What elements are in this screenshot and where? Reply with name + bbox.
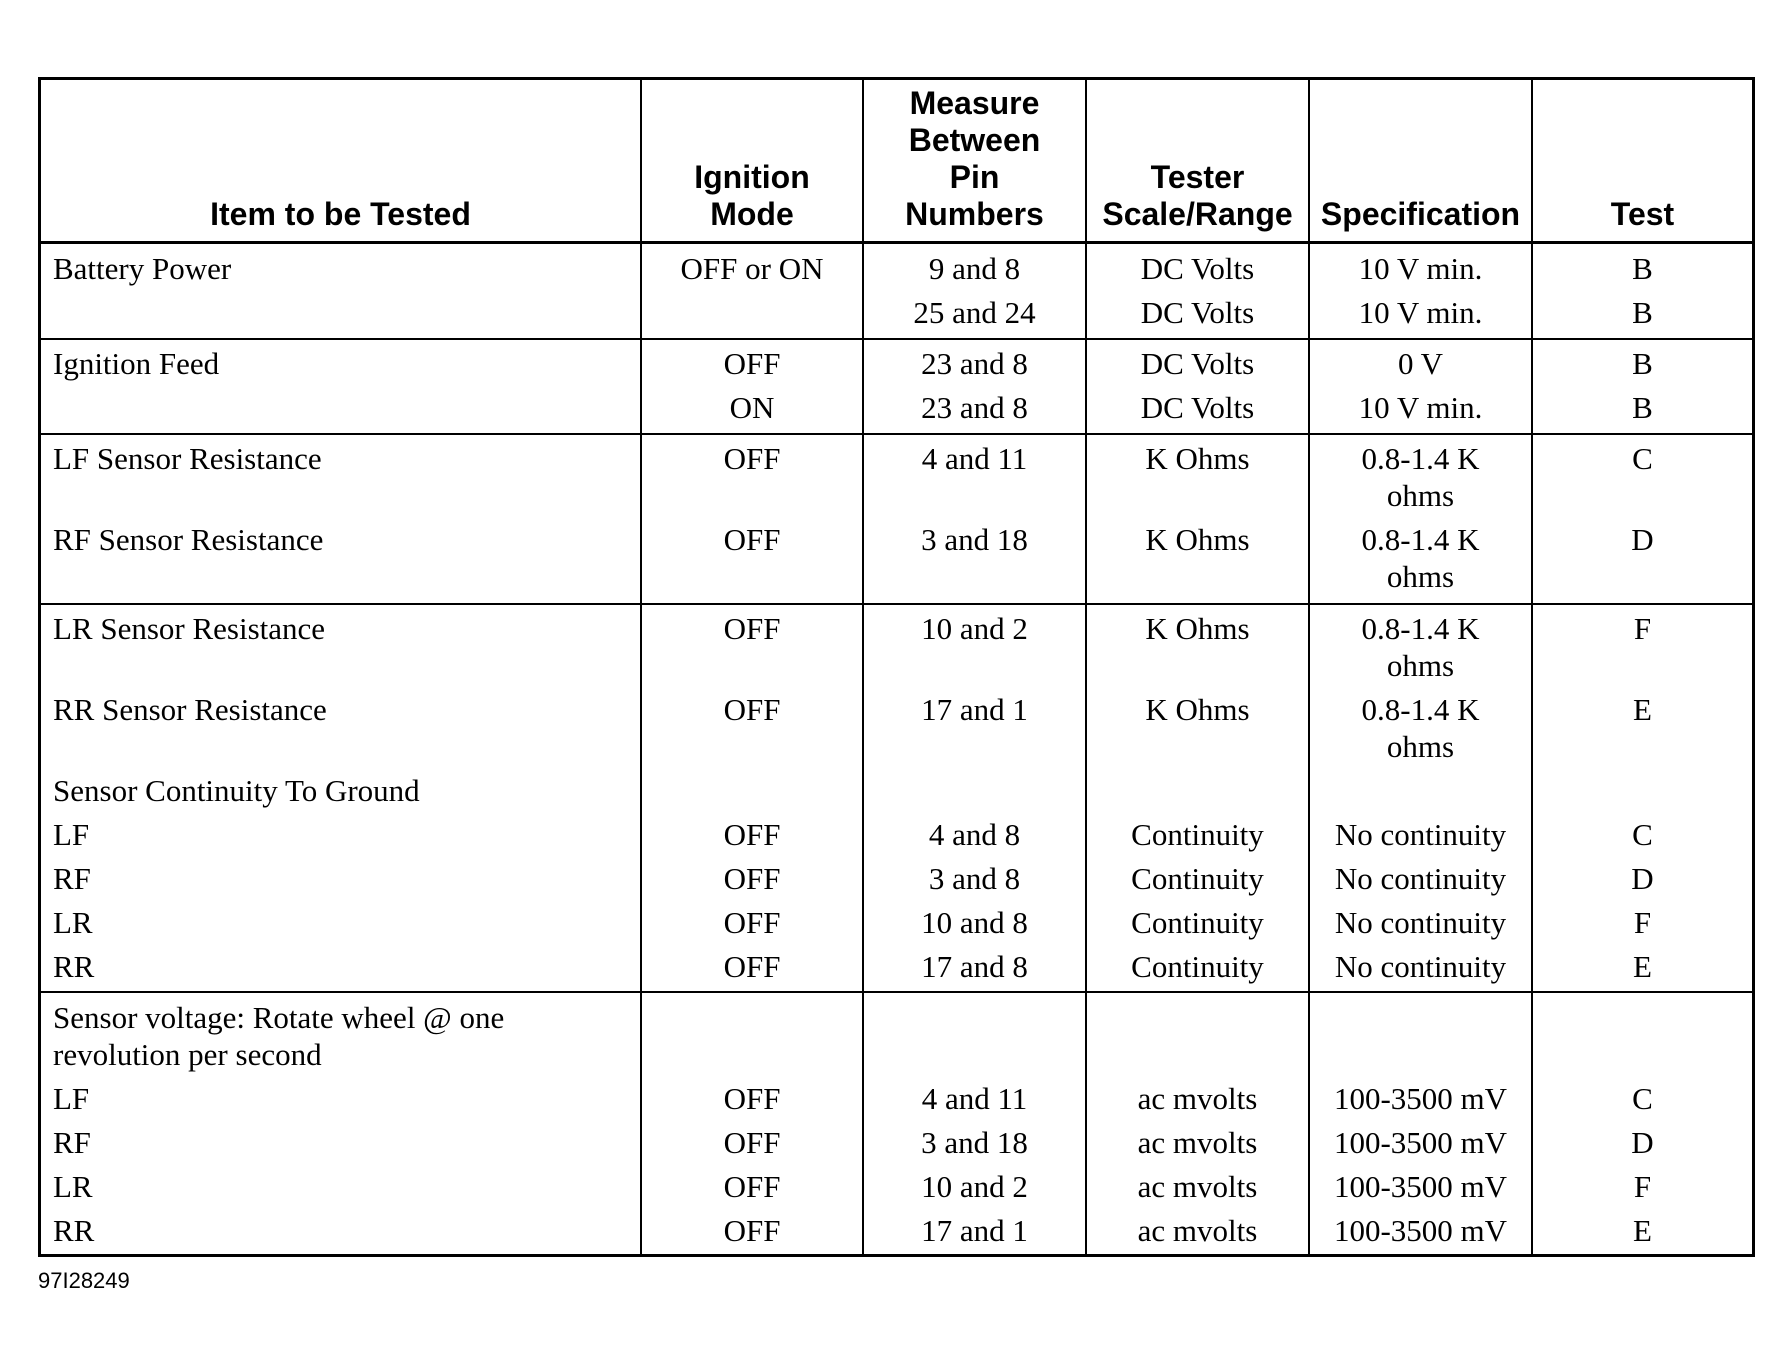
- row-scale: K Ohms: [1145, 611, 1250, 646]
- row-ignition: OFF: [723, 1213, 781, 1248]
- row-ignition: OFF: [723, 1081, 781, 1116]
- row-pins: 4 and 11: [921, 441, 1028, 476]
- row-spec-line2: ohms: [1386, 648, 1455, 683]
- row-item: RR Sensor Resistance: [53, 692, 327, 727]
- row-test: E: [1633, 692, 1652, 727]
- row-pins: 10 and 2: [921, 611, 1028, 646]
- row-scale: K Ohms: [1145, 441, 1250, 476]
- row-spec: 0 V: [1397, 346, 1444, 381]
- row-scale: Continuity: [1131, 817, 1264, 852]
- row-test: F: [1633, 905, 1652, 940]
- row-item: Battery Power: [53, 251, 232, 286]
- row-pins: 3 and 18: [921, 1125, 1028, 1160]
- group-divider: [41, 991, 1752, 993]
- row-spec: 0.8-1.4 K: [1361, 611, 1480, 646]
- row-scale: ac mvolts: [1137, 1169, 1258, 1204]
- header-divider: [41, 241, 1752, 244]
- row-item: LF: [53, 817, 90, 852]
- header-item-to-be-tested: Item to be Tested: [210, 196, 471, 232]
- row-spec: No continuity: [1334, 949, 1507, 984]
- row-pins: 10 and 8: [921, 905, 1028, 940]
- row-spec: 100-3500 mV: [1333, 1081, 1508, 1116]
- row-spec: 100-3500 mV: [1333, 1125, 1508, 1160]
- row-spec: 10 V min.: [1358, 251, 1483, 286]
- row-ignition: OFF: [723, 861, 781, 896]
- row-ignition: OFF: [723, 1169, 781, 1204]
- row-ignition: OFF: [723, 905, 781, 940]
- row-item: LR Sensor Resistance: [53, 611, 326, 646]
- header-tester-scale-range: Tester Scale/Range: [1102, 159, 1293, 232]
- row-spec: 0.8-1.4 K: [1361, 692, 1480, 727]
- row-scale: DC Volts: [1140, 390, 1255, 425]
- row-item: LF: [53, 1081, 90, 1116]
- row-test: F: [1633, 1169, 1652, 1204]
- row-spec: 0.8-1.4 K: [1361, 522, 1480, 557]
- group-divider: [41, 603, 1752, 605]
- row-ignition: OFF: [723, 1125, 781, 1160]
- row-test: E: [1633, 949, 1652, 984]
- group-divider: [41, 338, 1752, 340]
- row-item: RF Sensor Resistance: [53, 522, 324, 557]
- row-item: RR: [53, 949, 95, 984]
- row-pins: 17 and 1: [921, 1213, 1028, 1248]
- row-scale: ac mvolts: [1137, 1081, 1258, 1116]
- row-ignition: OFF: [723, 611, 781, 646]
- row-scale: Continuity: [1131, 905, 1264, 940]
- row-ignition: OFF: [723, 692, 781, 727]
- section-label: Sensor Continuity To Ground: [53, 773, 420, 808]
- header-specification: Specification: [1320, 196, 1521, 232]
- row-pins: 10 and 2: [921, 1169, 1028, 1204]
- row-scale: K Ohms: [1145, 692, 1250, 727]
- row-ignition: OFF: [723, 817, 781, 852]
- row-spec: 10 V min.: [1358, 295, 1483, 330]
- row-test: F: [1633, 611, 1652, 646]
- row-test: B: [1632, 251, 1653, 286]
- row-test: E: [1633, 1213, 1652, 1248]
- group-divider: [41, 433, 1752, 435]
- row-scale: DC Volts: [1140, 346, 1255, 381]
- row-scale: ac mvolts: [1137, 1213, 1258, 1248]
- header-measure-pin-numbers: Measure Between Pin Numbers: [905, 85, 1044, 232]
- row-pins: 23 and 8: [921, 346, 1028, 381]
- section-label: Sensor voltage: Rotate wheel @ one revolution per second: [53, 1000, 505, 1072]
- row-test: B: [1632, 295, 1653, 330]
- row-spec-line2: ohms: [1386, 559, 1455, 594]
- row-scale: DC Volts: [1140, 251, 1255, 286]
- row-pins: 17 and 1: [921, 692, 1028, 727]
- row-item: RF: [53, 1125, 91, 1160]
- row-item: RF: [53, 861, 91, 896]
- row-pins: 4 and 8: [928, 817, 1021, 852]
- row-ignition: ON: [729, 390, 775, 425]
- row-scale: K Ohms: [1145, 522, 1250, 557]
- row-ignition: OFF: [723, 441, 781, 476]
- row-pins: 4 and 11: [921, 1081, 1028, 1116]
- row-spec: 100-3500 mV: [1333, 1213, 1508, 1248]
- row-item: LR: [53, 1169, 93, 1204]
- row-pins: 3 and 18: [921, 522, 1028, 557]
- row-spec: 10 V min.: [1358, 390, 1483, 425]
- row-spec-line2: ohms: [1386, 478, 1455, 513]
- header-test: Test: [1610, 196, 1675, 232]
- row-ignition: OFF: [723, 522, 781, 557]
- figure-id: 97I28249: [38, 1268, 130, 1293]
- row-item: LR: [53, 905, 93, 940]
- row-spec-line2: ohms: [1386, 729, 1455, 764]
- row-test: B: [1632, 390, 1653, 425]
- row-item: Ignition Feed: [53, 346, 220, 381]
- row-pins: 9 and 8: [928, 251, 1021, 286]
- row-spec: 0.8-1.4 K: [1361, 441, 1480, 476]
- row-test: C: [1632, 441, 1653, 476]
- header-ignition-mode: Ignition Mode: [694, 159, 810, 232]
- row-scale: Continuity: [1131, 861, 1264, 896]
- row-spec: No continuity: [1334, 817, 1507, 852]
- row-spec: 100-3500 mV: [1333, 1169, 1508, 1204]
- row-scale: DC Volts: [1140, 295, 1255, 330]
- row-test: D: [1631, 522, 1654, 557]
- row-item: LF Sensor Resistance: [53, 441, 322, 476]
- row-spec: No continuity: [1334, 861, 1507, 896]
- row-pins: 23 and 8: [921, 390, 1028, 425]
- row-test: D: [1631, 1125, 1654, 1160]
- row-test: C: [1632, 1081, 1653, 1116]
- row-scale: ac mvolts: [1137, 1125, 1258, 1160]
- row-test: D: [1631, 861, 1654, 896]
- row-ignition: OFF: [723, 346, 781, 381]
- row-item: RR: [53, 1213, 95, 1248]
- row-ignition: OFF: [723, 949, 781, 984]
- row-ignition: OFF or ON: [680, 251, 824, 286]
- diagnostic-table: [38, 77, 1755, 1257]
- row-pins: 25 and 24: [913, 295, 1036, 330]
- row-pins: 3 and 8: [928, 861, 1021, 896]
- row-test: B: [1632, 346, 1653, 381]
- row-scale: Continuity: [1131, 949, 1264, 984]
- row-test: C: [1632, 817, 1653, 852]
- row-spec: No continuity: [1334, 905, 1507, 940]
- row-pins: 17 and 8: [921, 949, 1028, 984]
